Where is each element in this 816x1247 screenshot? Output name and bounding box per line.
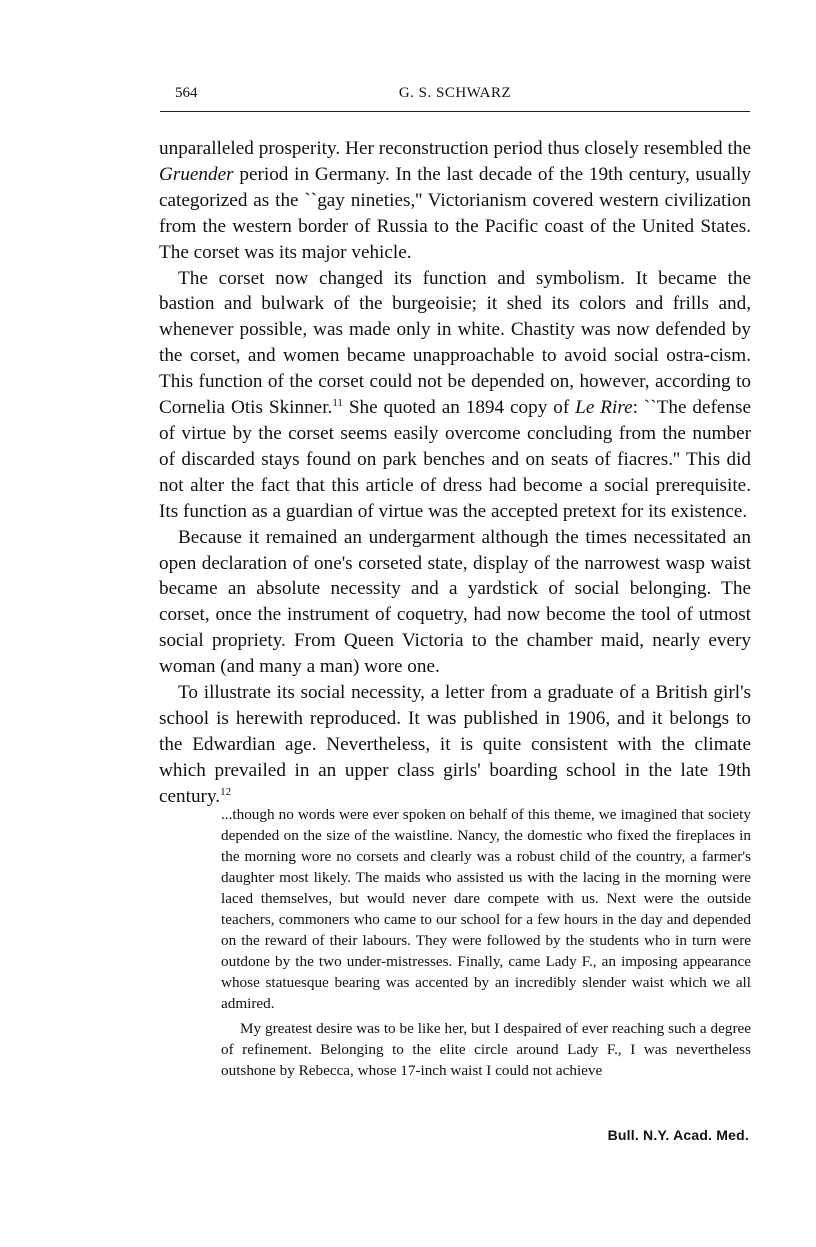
paragraph-2-text-c: : ``The defense of virtue by the corset seems easily overcome concluding from the number of discarded stays found on park benches and on seats of fiacres.'' This did not alter the fact that this article of dress had become a social prerequisite. Its function as a guardian of virtue was the accepted pretext for its existence. [159, 397, 751, 522]
paragraph-4-text: To illustrate its social necessity, a letter from a graduate of a British girl's school is herewith reproduced. It was published in 1906, and it belongs to the Edwardian age. Nevertheless, it is quite consistent with the climate which prevailed in an upper class girls' boarding school in the late 19th century. [159, 682, 751, 807]
body-text [159, 136, 751, 810]
paragraph-2 [159, 266, 751, 525]
paragraph-2-text-b: She quoted an 1894 copy of [342, 397, 576, 419]
paragraph-1-text-a: unparalleled prosperity. Her reconstruction period thus closely resembled the [159, 138, 751, 159]
paragraph-4 [159, 680, 751, 810]
page-number: 564 [175, 85, 198, 101]
running-head [160, 85, 750, 107]
paragraph-2-italic: Le Rire [575, 397, 633, 419]
paragraph-1-italic: Gruender [159, 163, 234, 185]
reference-12: 12 [220, 785, 232, 798]
paragraph-1-text-b: period in Germany. In the last decade of the 19th century, usually categorized as the ``gay nineties,'' Victorianism covered western civilization from the western border of Russia to the Pacific coast of the United States. The corset was its major vehicle. [159, 163, 751, 263]
paragraph-2-text-a: The corset now changed its function and symbolism. It became the bastion and bulwark of the burgeoisie; it shed its colors and frills and, whenever possible, was made only in white. Chastity was now defended by the corset, and women became unapproachable to avoid social ostra-cism. This function of the corset could not be depended on, however, according to Cornelia Otis Skinner. [159, 267, 751, 419]
paragraph-1 [159, 136, 751, 266]
reference-11: 11 [332, 397, 343, 410]
quote-paragraph-1: ...though no words were ever spoken on behalf of this theme, we imagined that society depended on the size of the waistline. Nancy, the domestic who fixed the fireplaces in the morning wore no corsets and clearly was a robust child of the country, a farmer's daughter most likely. The maids who assisted us with the lacing in the morning were laced themselves, but would never dare compete with us. Next were the outside teachers, commoners who came to our school for a few hours in the day and depended on the reward of their labours. They were followed by the students who in turn were outdone by the two under-mistresses. Finally, came Lady F., an imposing appearance whose statuesque bearing was accented by an incredibly slender waist which we all admired. [221, 806, 751, 1012]
journal-footer: Bull. N.Y. Acad. Med. [607, 1127, 749, 1143]
block-quote [221, 804, 751, 1081]
paragraph-3: Because it remained an undergarment although the times necessitated an open declaration of one's corseted state, display of the narrowest wasp waist became an absolute necessity and a yardstick of social belonging. The corset, once the instrument of coquetry, had now become the tool of utmost social propriety. From Queen Victoria to the chamber maid, nearly every woman (and many a man) wore one. [159, 526, 751, 678]
header-rule [160, 111, 750, 112]
quote-paragraph-2: My greatest desire was to be like her, but I despaired of ever reaching such a degree of refinement. Belonging to the elite circle around Lady F., I was nevertheless outshone by Rebecca, whose 17-inch waist I could not achieve [221, 1020, 751, 1079]
running-title: G. S. SCHWARZ [398, 85, 512, 101]
